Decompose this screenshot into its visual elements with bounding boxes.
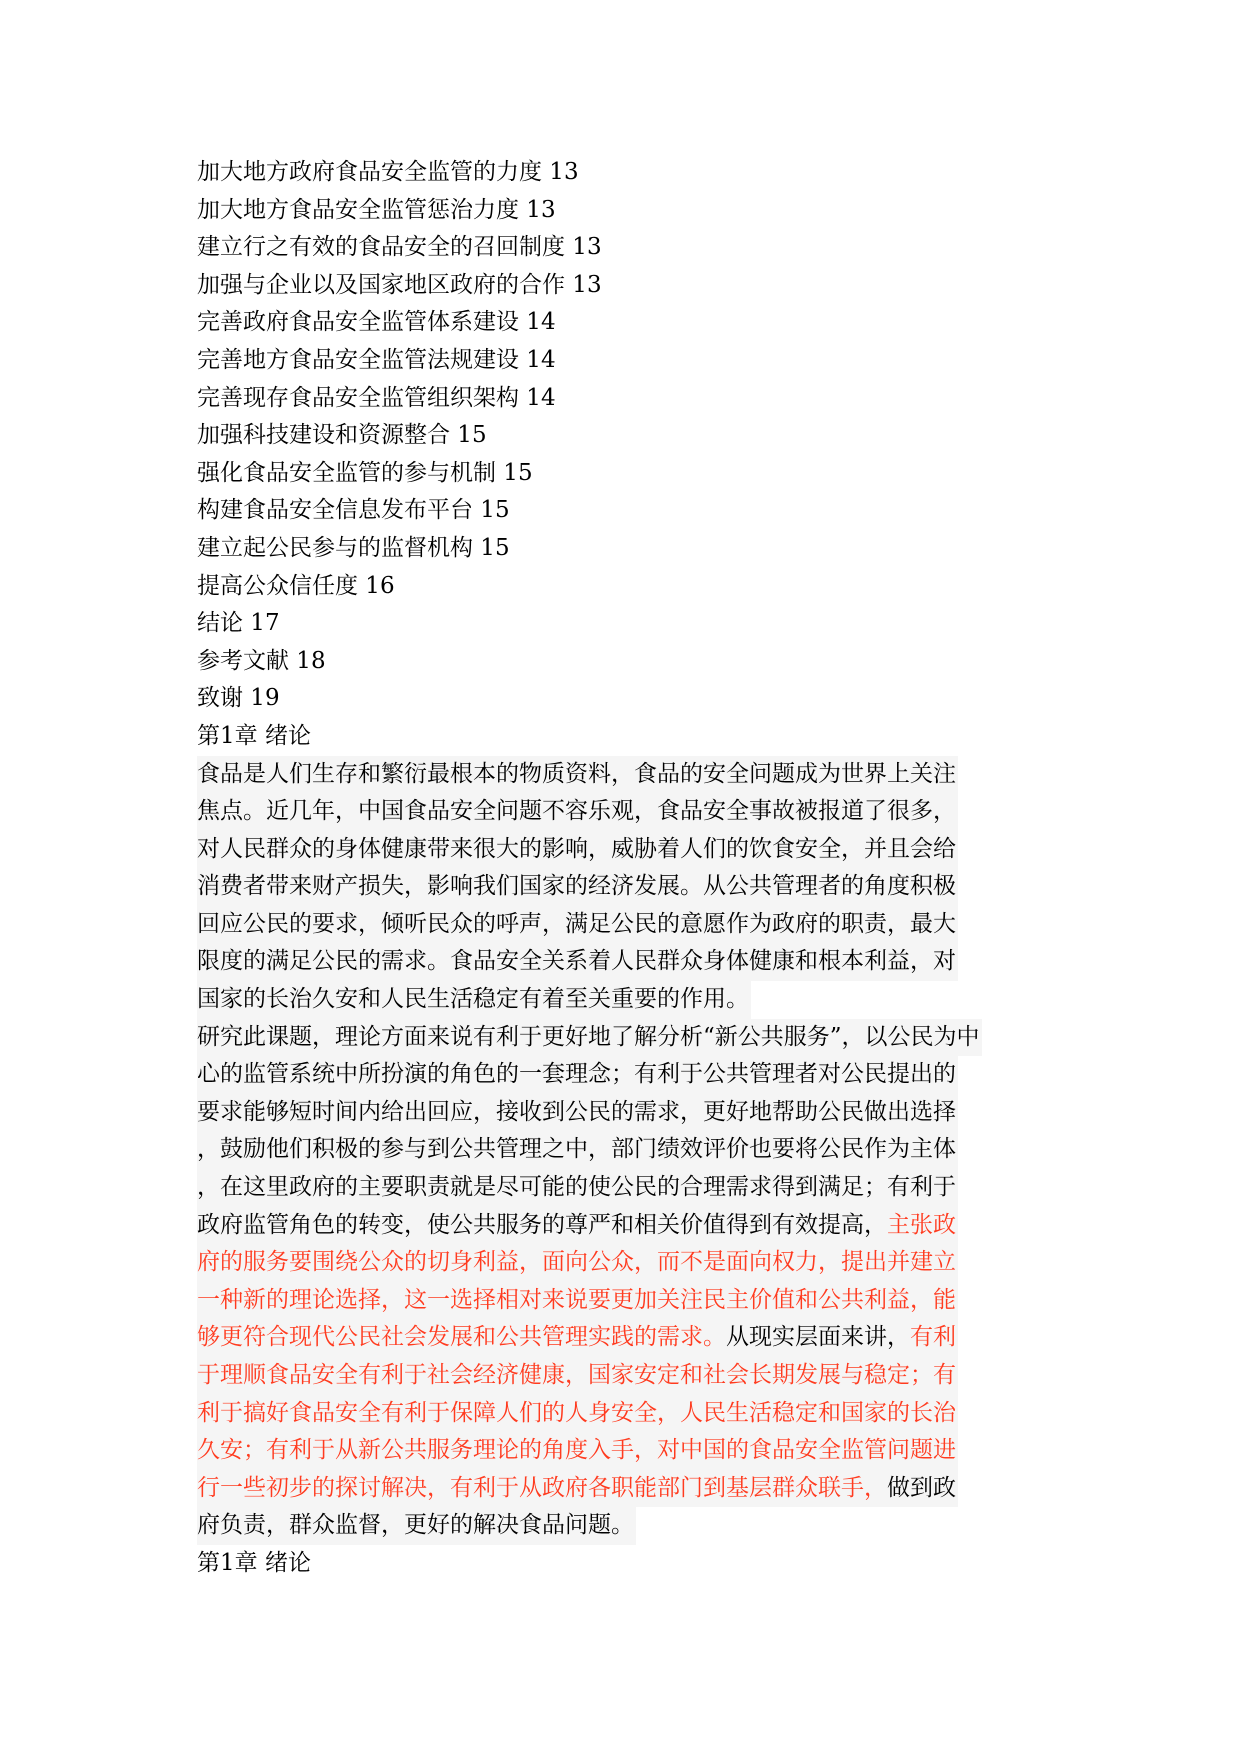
highlighted-text: 利于搞好食品安全有利于保障人们的人身安全，人民生活稳定和国家的长治 [197, 1399, 956, 1426]
body-text: 做到政 [887, 1474, 956, 1501]
toc-entry: 构建食品安全信息发布平台 15 [197, 497, 510, 524]
toc-entry: 完善政府食品安全监管体系建设 14 [197, 309, 556, 336]
toc-entry: 提高公众信任度 16 [197, 572, 395, 599]
paragraph-line [197, 1131, 958, 1169]
paragraph-line [197, 1169, 958, 1207]
document-page [197, 154, 1057, 1583]
body-text: 府负责，群众监督，更好的解决食品问题。 [197, 1512, 634, 1539]
highlighted-text: 一种新的理论选择，这一选择相对来说要更加关注民主价值和公共利益，能 [197, 1286, 956, 1313]
paragraph-line [197, 1282, 958, 1320]
body-text: 研究此课题，理论方面来说有利于更好地了解分析“新公共服务”，以公民为中 [197, 1023, 980, 1050]
paragraph-line: 对人民群众的身体健康带来很大的影响，威胁着人们的饮食安全，并且会给 [197, 831, 958, 869]
paragraph-line [197, 1019, 982, 1057]
body-text: 心的监管系统中所扮演的角色的一套理念；有利于公共管理者对公民提出的 [197, 1061, 956, 1088]
body-text: 从现实层面来讲， [726, 1324, 910, 1351]
body-text: ，在这里政府的主要职责就是尽可能的使公民的合理需求得到满足；有利于 [197, 1174, 956, 1201]
paragraph-line [197, 1207, 958, 1245]
highlighted-text: 有利 [910, 1324, 956, 1351]
paragraph-line: 消费者带来财产损失，影响我们国家的经济发展。从公共管理者的角度积极 [197, 868, 958, 906]
paragraph-line [197, 1470, 958, 1508]
toc-entry: 加大地方食品安全监管惩治力度 13 [197, 196, 556, 223]
highlighted-text: 主张政 [887, 1211, 956, 1238]
toc-entry: 完善地方食品安全监管法规建设 14 [197, 346, 556, 373]
highlighted-text: 够更符合现代公民社会发展和公共管理实践的需求。 [197, 1324, 726, 1351]
toc-entry: 建立行之有效的食品安全的召回制度 13 [197, 234, 602, 261]
paragraph-line: 食品是人们生存和繁衍最根本的物质资料，食品的安全问题成为世界上关注 [197, 756, 958, 794]
toc-entry: 参考文献 18 [197, 647, 326, 674]
paragraph-line: 焦点。近几年，中国食品安全问题不容乐观，食品安全事故被报道了很多， [197, 793, 958, 831]
paragraph-line: 限度的满足公民的需求。食品安全关系着人民群众身体健康和根本利益，对 [197, 943, 958, 981]
body-text: ，鼓励他们积极的参与到公共管理之中，部门绩效评价也要将公民作为主体 [197, 1136, 956, 1163]
paragraph-line [197, 1357, 958, 1395]
toc-entry: 强化食品安全监管的参与机制 15 [197, 459, 533, 486]
paragraph-line [197, 1056, 958, 1094]
paragraph-intro [197, 756, 1057, 1019]
highlighted-text: 行一些初步的探讨解决，有利于从政府各职能部门到基层群众联手， [197, 1474, 887, 1501]
paragraph-line [197, 1395, 958, 1433]
toc-entry: 加大地方政府食品安全监管的力度 13 [197, 159, 579, 185]
paragraph-line [197, 1094, 958, 1132]
paragraph-line: 回应公民的要求，倾听民众的呼声，满足公民的意愿作为政府的职责，最大 [197, 906, 958, 944]
body-text: 要求能够短时间内给出回应，接收到公民的需求，更好地帮助公民做出选择 [197, 1098, 956, 1125]
paragraph-line [197, 1507, 636, 1545]
toc-entry: 结论 17 [197, 610, 280, 637]
highlighted-text: 久安；有利于从新公共服务理论的角度入手，对中国的食品安全监管问题进 [197, 1437, 956, 1464]
toc-entry: 加强科技建设和资源整合 15 [197, 422, 487, 449]
toc-entry: 致谢 19 [197, 685, 280, 712]
toc-entry: 完善现存食品安全监管组织架构 14 [197, 384, 556, 411]
paragraph-line [197, 1319, 958, 1357]
paragraph-line: 国家的长治久安和人民生活稳定有着至关重要的作用。 [197, 981, 751, 1019]
chapter-heading-repeat: 第1章 绪论 [197, 1549, 311, 1576]
toc-entry: 加强与企业以及国家地区政府的合作 13 [197, 271, 602, 298]
highlighted-text: 府的服务要围绕公众的切身利益，面向公众，而不是面向权力，提出并建立 [197, 1249, 956, 1276]
paragraph-line [197, 1244, 958, 1282]
toc-entry: 建立起公民参与的监督机构 15 [197, 534, 510, 561]
body-text: 政府监管角色的转变，使公共服务的尊严和相关价值得到有效提高， [197, 1211, 887, 1238]
table-of-contents [197, 154, 1057, 718]
highlighted-text: 于理顺食品安全有利于社会经济健康，国家安定和社会长期发展与稳定；有 [197, 1362, 956, 1388]
chapter-heading: 第1章 绪论 [197, 722, 311, 749]
paragraph-line [197, 1432, 958, 1470]
paragraph-research [197, 1019, 1057, 1545]
